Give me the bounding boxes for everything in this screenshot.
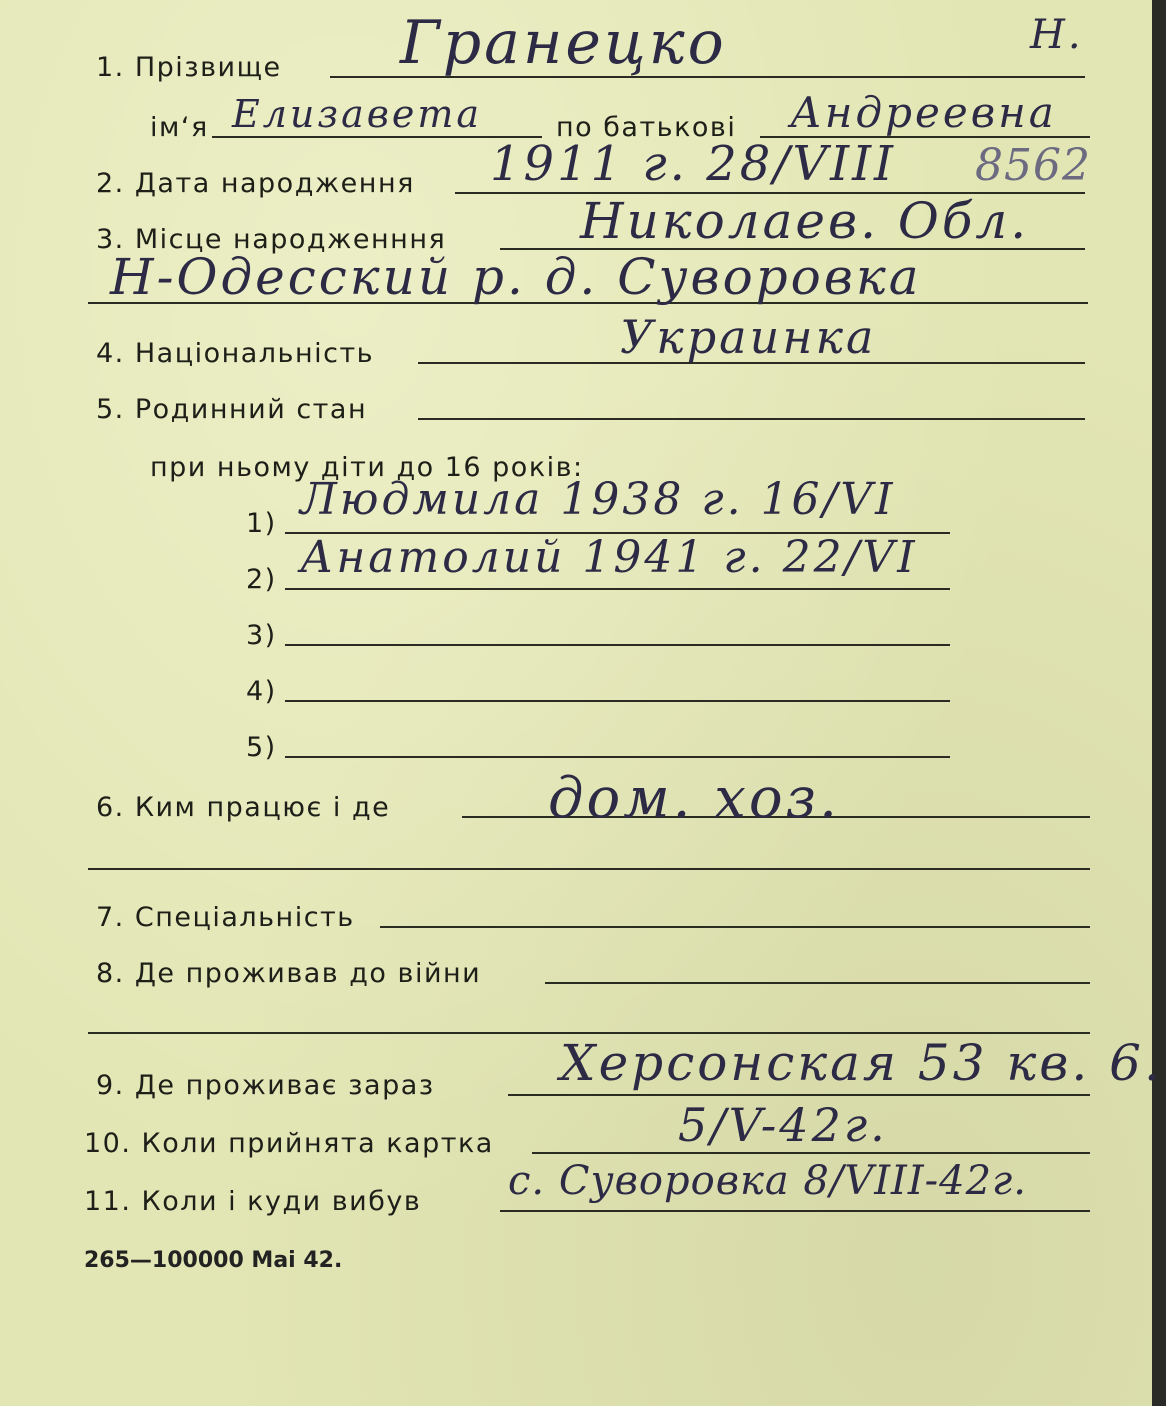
first-name-label: ім‘я [150, 112, 209, 143]
children-label: при ньому діти до 16 років: [150, 452, 584, 483]
birth-date-value: 1911 г. 28/VIII [490, 136, 896, 192]
surname-label: 1. Прізвище [96, 52, 282, 83]
child-number-2: 2) [246, 564, 277, 595]
patronymic-label: по батькові [556, 112, 737, 143]
marital-status-line [418, 418, 1085, 420]
nationality-value: Украинка [620, 310, 877, 364]
current-residence-line [508, 1094, 1090, 1096]
child-value-1: Людмила 1938 г. 16/VI [300, 474, 896, 525]
departed-line [500, 1210, 1090, 1212]
occupation-label: 6. Ким працює і де [96, 792, 391, 823]
nationality-label: 4. Національність [96, 338, 375, 369]
departed-value: с. Суворовка 8/VIII-42г. [508, 1158, 1027, 1204]
current-residence-value: Херсонская 53 кв. 6. [560, 1034, 1163, 1092]
surname-value: Гранецко [400, 8, 727, 78]
specialty-label: 7. Спеціальність [96, 902, 355, 933]
birth-place-value-1: Николаев. Обл. [580, 192, 1030, 250]
print-run-footer: 265—100000 Mai 42. [84, 1248, 343, 1273]
birth-place-label: 3. Місце народженння [96, 224, 447, 255]
birth-date-label: 2. Дата народження [96, 168, 415, 199]
departed-label: 11. Коли і куди вибув [84, 1186, 422, 1217]
child-line-3 [285, 644, 950, 646]
card-accepted-value: 5/V-42г. [678, 1098, 888, 1152]
child-number-1: 1) [246, 508, 277, 539]
child-number-5: 5) [246, 732, 277, 763]
child-line-5 [285, 756, 950, 758]
prewar-residence-line-1 [545, 982, 1090, 984]
child-line-4 [285, 700, 950, 702]
marital-status-label: 5. Родинний стан [96, 394, 368, 425]
specialty-line [380, 926, 1090, 928]
first-name-value: Елизавета [232, 92, 483, 136]
prewar-residence-label: 8. Де проживав до війни [96, 958, 482, 989]
child-number-4: 4) [246, 676, 277, 707]
patronymic-value: Андреевна [790, 88, 1057, 137]
card-accepted-label: 10. Коли прийнята картка [84, 1128, 494, 1159]
current-residence-label: 9. Де проживає зараз [96, 1070, 435, 1101]
child-number-3: 3) [246, 620, 277, 651]
occupation-value: дом. хоз. [548, 766, 840, 831]
card-accepted-line [532, 1152, 1090, 1154]
child-line-2 [285, 588, 950, 590]
occupation-line-2 [88, 868, 1090, 870]
record-number: 8562 [975, 140, 1091, 191]
corner-mark: Н. [1030, 12, 1084, 58]
child-value-2: Анатолий 1941 г. 22/VI [300, 532, 918, 583]
birth-place-value-2: Н-Одесский р. д. Суворовка [110, 248, 922, 306]
